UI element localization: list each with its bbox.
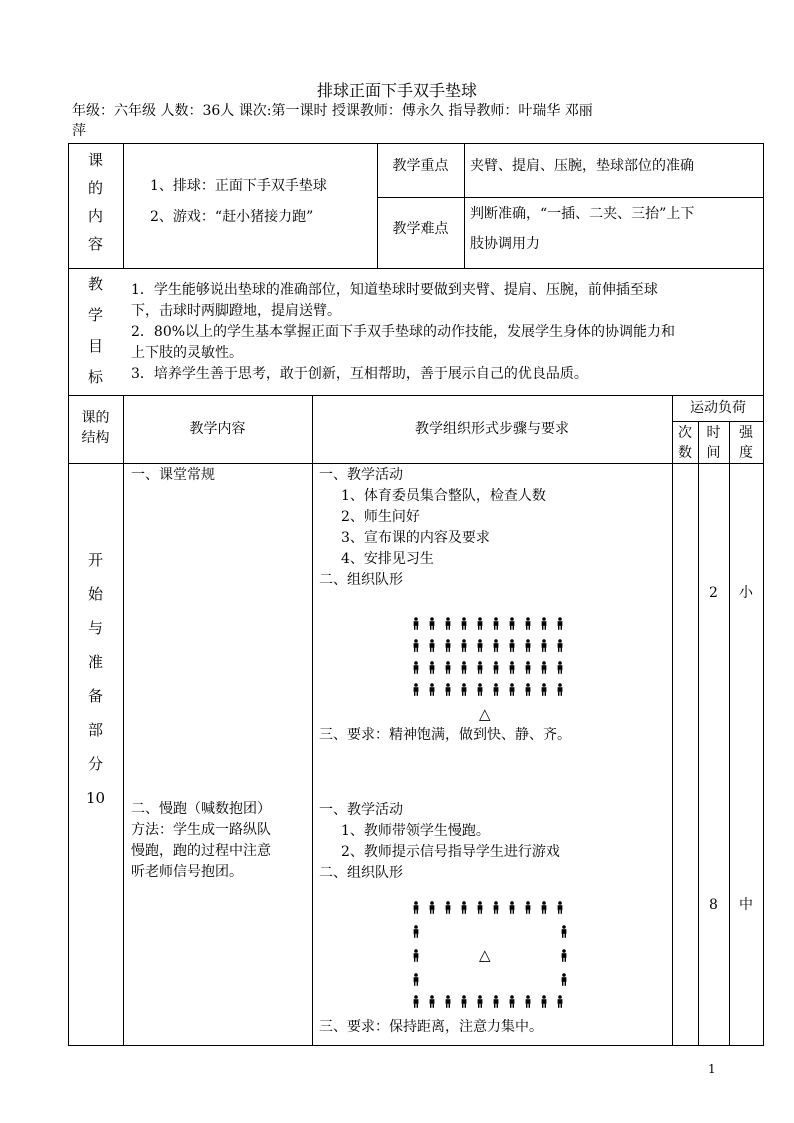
requirement-2: 三、要求：保持距离，注意力集中。: [319, 1019, 543, 1035]
student-icon: [476, 995, 484, 1008]
student-icon: [524, 995, 532, 1008]
student-icon: [476, 639, 484, 652]
student-icon: [560, 973, 568, 986]
student-icon: [444, 901, 452, 914]
student-icon: [540, 639, 548, 652]
student-icon: [540, 661, 548, 674]
lesson-number: 课次:第一课时: [238, 103, 328, 119]
duration-2: 8: [709, 897, 718, 913]
formation-grid: [412, 617, 572, 697]
student-icon: [556, 683, 564, 696]
part1-label: 开 始 与 准 备 部 分 10: [85, 551, 106, 807]
student-icon: [428, 683, 436, 696]
student-icon: [460, 639, 468, 652]
student-icon: [460, 683, 468, 696]
teacher: 授课教师：傅永久: [331, 103, 444, 119]
student-icon: [412, 661, 420, 674]
student-icon: [444, 639, 452, 652]
student-icon: [412, 949, 420, 962]
student-icon: [492, 639, 500, 652]
student-count: 人数：36人: [160, 103, 235, 119]
student-icon: [508, 617, 516, 630]
grade: 年级：六年级: [72, 103, 156, 119]
duration-1: 2: [709, 585, 718, 601]
student-icon: [524, 901, 532, 914]
student-icon: [556, 639, 564, 652]
intensity-2: 中: [739, 897, 753, 913]
student-icon: [476, 901, 484, 914]
goals-text: 1．学生能够说出垫球的准确部位，知道垫球时要做到夹臂、提肩、压腕，前伸插至球 下，击球时两脚蹬地，提肩送臂。 2．80%以上的学生基本掌握正面下手双手垫球的动作技能，发展学生身体的协调能力和 上下肢的灵敏性。 3．培养学生善于思考，敢于创新，互相帮助，善于展示自己的优良品质。: [131, 282, 676, 382]
student-icon: [460, 617, 468, 630]
student-icon: [508, 639, 516, 652]
student-icon: [556, 995, 564, 1008]
student-icon: [444, 995, 452, 1008]
student-icon: [492, 683, 500, 696]
student-icon: [556, 901, 564, 914]
content-routine: 一、课堂常规: [131, 467, 215, 483]
teacher-symbol: △: [479, 705, 491, 723]
content-jogging: 二、慢跑（喊数抱团） 方法：学生成一路纵队 慢跑，跑的过程中注意 听老师信号抱团。: [131, 801, 271, 880]
key-text: 夹臂、提肩、压腕，垫球部位的准确: [470, 158, 694, 174]
student-icon: [524, 617, 532, 630]
student-icon: [540, 683, 548, 696]
difficulty-text: 肢协调用力: [470, 236, 540, 252]
student-icon: [460, 661, 468, 674]
content-header: 教学内容: [189, 421, 246, 437]
student-icon: [460, 901, 468, 914]
student-icon: [540, 995, 548, 1008]
student-icon: [460, 995, 468, 1008]
difficulty-label: 教学难点: [392, 221, 449, 237]
student-icon: [412, 925, 420, 938]
content-item: 1、排球：正面下手双手垫球: [150, 178, 327, 194]
lesson-meta: [72, 101, 722, 141]
intensity-header: 强 度: [739, 425, 753, 461]
document-title: 排球正面下手双手垫球: [316, 81, 477, 100]
mentor-2: 邓丽: [564, 103, 593, 119]
student-icon: [540, 901, 548, 914]
student-icon: [492, 995, 500, 1008]
goals-label: 教 学 目 标: [87, 275, 103, 386]
mentor: 指导教师：叶瑞华: [448, 103, 561, 119]
student-icon: [508, 901, 516, 914]
key-label: 教学重点: [392, 158, 449, 174]
student-icon: [524, 639, 532, 652]
student-icon: [524, 683, 532, 696]
intensity-1: 小: [739, 585, 753, 601]
student-icon: [556, 617, 564, 630]
student-icon: [476, 661, 484, 674]
page-number: 1: [708, 1062, 716, 1076]
student-icon: [508, 683, 516, 696]
student-icon: [428, 617, 436, 630]
steps-header: 教学组织形式步骤与要求: [415, 421, 569, 437]
student-icon: [444, 683, 452, 696]
requirement-1: 三、要求：精神饱满，做到快、静、齐。: [319, 727, 571, 743]
student-icon: [428, 995, 436, 1008]
teacher-symbol: △: [479, 946, 491, 964]
student-icon: [508, 995, 516, 1008]
duration-header: 时 间: [706, 425, 721, 461]
student-icon: [524, 661, 532, 674]
student-icon: [412, 901, 420, 914]
student-icon: [476, 617, 484, 630]
times-header: 次 数: [678, 425, 692, 461]
structure-header: 课的 结构: [81, 410, 110, 446]
mentor-2-cont: 萍: [72, 123, 86, 139]
student-icon: [412, 683, 420, 696]
steps-section-2: 一、教学活动 1、教师带领学生慢跑。 2、教师提示信号指导学生进行游戏 二、组织队形: [319, 802, 560, 881]
student-icon: [444, 661, 452, 674]
formation-rectangle: [412, 901, 572, 1011]
difficulty-text: 判断准确，“一插、二夹、三抬”上下: [470, 206, 695, 222]
student-icon: [508, 661, 516, 674]
student-icon: [412, 617, 420, 630]
student-icon: [540, 617, 548, 630]
student-icon: [492, 901, 500, 914]
student-icon: [428, 661, 436, 674]
student-icon: [476, 683, 484, 696]
student-icon: [560, 949, 568, 962]
student-icon: [492, 661, 500, 674]
load-header: 运动负荷: [690, 400, 746, 416]
content-label: 课 的 内 容: [87, 151, 103, 253]
student-icon: [428, 639, 436, 652]
steps-section-1: 一、教学活动 1、体育委员集合整队，检查人数 2、师生问好 3、宣布课的内容及要求 4、安排见习生 二、组织队形: [319, 467, 546, 588]
student-icon: [412, 973, 420, 986]
student-icon: [412, 995, 420, 1008]
student-icon: [412, 639, 420, 652]
student-icon: [556, 661, 564, 674]
student-icon: [444, 617, 452, 630]
student-icon: [492, 617, 500, 630]
content-item: 2、游戏：“赶小猪接力跑”: [150, 209, 314, 225]
student-icon: [560, 925, 568, 938]
student-icon: [428, 901, 436, 914]
